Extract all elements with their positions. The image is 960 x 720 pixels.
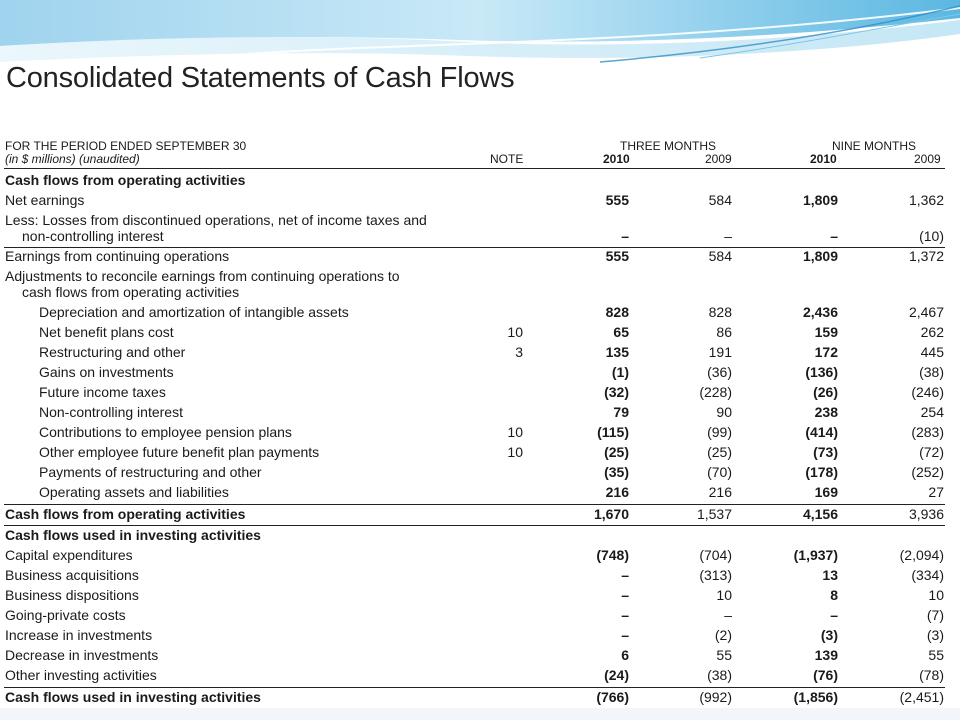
- row-label: Capital expenditures: [5, 547, 133, 563]
- year-2010-three-header: 2010: [603, 152, 630, 166]
- value-3m-2010: (35): [604, 464, 629, 480]
- units-label: (in $ millions) (unaudited): [5, 152, 140, 166]
- value-3m-2010: (766): [596, 689, 629, 705]
- value-3m-2009: (704): [699, 547, 732, 563]
- value-9m-2010: –: [830, 228, 838, 244]
- year-2009-nine-header: 2009: [914, 152, 941, 166]
- row-label: Net earnings: [5, 192, 85, 208]
- table-row: [0, 462, 960, 482]
- decorative-banner: [0, 0, 960, 70]
- value-9m-2009: 55: [928, 647, 944, 663]
- row-label: Earnings from continuing operations: [5, 248, 230, 264]
- table-row: [0, 302, 960, 322]
- value-3m-2009: (38): [707, 667, 732, 683]
- value-3m-2010: (25): [604, 444, 629, 460]
- value-9m-2010: (26): [813, 384, 838, 400]
- row-label: Operating assets and liabilities: [39, 484, 229, 500]
- value-9m-2009: (10): [919, 228, 944, 244]
- value-3m-2009: (2): [714, 627, 732, 643]
- year-2009-three-header: 2009: [705, 152, 732, 166]
- row-label: Gains on investments: [39, 364, 174, 380]
- value-9m-2010: 8: [830, 587, 838, 603]
- year-2010-nine-header: 2010: [810, 152, 837, 166]
- value-9m-2009: (252): [911, 464, 944, 480]
- table-row: [0, 625, 960, 645]
- value-9m-2009: (2,094): [899, 547, 944, 563]
- value-9m-2010: 1,809: [802, 192, 838, 208]
- value-3m-2009: –: [724, 228, 732, 244]
- value-3m-2010: 1,670: [593, 506, 629, 522]
- page-title: Consolidated Statements of Cash Flows: [6, 62, 515, 94]
- table-row: [0, 322, 960, 342]
- table-row: [0, 545, 960, 565]
- row-label: Cash flows from operating activities: [5, 506, 246, 522]
- note-ref: 10: [507, 324, 523, 340]
- value-3m-2010: 555: [605, 192, 629, 208]
- value-9m-2010: 172: [814, 344, 838, 360]
- value-9m-2009: (334): [911, 567, 944, 583]
- value-9m-2010: (3): [820, 627, 838, 643]
- value-3m-2010: 828: [605, 304, 629, 320]
- value-9m-2009: 1,372: [908, 248, 944, 264]
- row-label: Cash flows used in investing activities: [5, 527, 261, 543]
- table-row: [0, 402, 960, 422]
- value-3m-2010: (1): [611, 364, 629, 380]
- value-9m-2009: 2,467: [908, 304, 944, 320]
- value-3m-2009: (228): [699, 384, 732, 400]
- value-3m-2010: –: [621, 228, 629, 244]
- row-label-continued: cash flows from operating activities: [22, 284, 240, 300]
- table-row: [0, 605, 960, 625]
- table-row: [0, 226, 960, 246]
- value-9m-2009: (246): [911, 384, 944, 400]
- value-3m-2009: (36): [707, 364, 732, 380]
- value-9m-2009: (3): [926, 627, 944, 643]
- value-3m-2009: 1,537: [696, 506, 732, 522]
- value-3m-2010: 6: [621, 647, 629, 663]
- value-3m-2009: 10: [716, 587, 732, 603]
- value-3m-2009: 191: [708, 344, 732, 360]
- row-label: Depreciation and amortization of intangible assets: [39, 304, 349, 320]
- value-9m-2009: (38): [919, 364, 944, 380]
- table-row: [0, 645, 960, 665]
- value-9m-2010: 2,436: [802, 304, 838, 320]
- row-label: Payments of restructuring and other: [39, 464, 262, 480]
- table-row: [0, 246, 960, 266]
- value-3m-2010: 65: [613, 324, 629, 340]
- nine-months-header: NINE MONTHS: [832, 139, 916, 153]
- row-label: Non-controlling interest: [39, 404, 183, 420]
- value-9m-2010: (414): [805, 424, 838, 440]
- value-9m-2009: 3,936: [908, 506, 944, 522]
- value-9m-2009: (283): [911, 424, 944, 440]
- value-9m-2009: 27: [928, 484, 944, 500]
- value-9m-2010: (136): [805, 364, 838, 380]
- table-row: [0, 565, 960, 585]
- note-header: NOTE: [490, 152, 524, 166]
- value-9m-2010: (1,937): [793, 547, 838, 563]
- value-3m-2009: (992): [699, 689, 732, 705]
- value-9m-2009: 262: [920, 324, 944, 340]
- value-9m-2009: 10: [928, 587, 944, 603]
- value-3m-2009: 90: [716, 404, 732, 420]
- three-months-header: THREE MONTHS: [620, 139, 716, 153]
- value-3m-2009: (313): [699, 567, 732, 583]
- value-3m-2009: 55: [716, 647, 732, 663]
- value-3m-2010: (115): [597, 424, 629, 440]
- value-3m-2009: (70): [707, 464, 732, 480]
- row-label: Decrease in investments: [5, 647, 159, 663]
- table-row: [0, 362, 960, 382]
- value-3m-2009: 216: [708, 484, 732, 500]
- row-label: Other employee future benefit plan payments: [39, 444, 320, 460]
- value-9m-2009: 445: [920, 344, 944, 360]
- value-3m-2010: 216: [605, 484, 629, 500]
- value-9m-2009: (7): [926, 607, 944, 623]
- table-row: [0, 482, 960, 502]
- value-9m-2010: 13: [822, 567, 838, 583]
- value-3m-2010: –: [621, 607, 629, 623]
- value-3m-2009: (99): [707, 424, 732, 440]
- table-row: [0, 382, 960, 402]
- row-label: Restructuring and other: [39, 344, 186, 360]
- table-row: [0, 442, 960, 462]
- value-3m-2009: (25): [707, 444, 732, 460]
- row-label: Future income taxes: [39, 384, 166, 400]
- value-3m-2009: 86: [716, 324, 732, 340]
- note-ref: 10: [507, 444, 523, 460]
- value-3m-2010: –: [621, 627, 629, 643]
- value-3m-2010: 555: [605, 248, 629, 264]
- table-row: [0, 525, 960, 545]
- value-9m-2010: 1,809: [802, 248, 838, 264]
- row-label: Other investing activities: [5, 667, 157, 683]
- row-label: Less: Losses from discontinued operations, net of income taxes and: [5, 212, 427, 228]
- header-rule: [4, 168, 945, 169]
- row-label: Business acquisitions: [5, 567, 139, 583]
- note-ref: 10: [507, 424, 523, 440]
- value-3m-2010: (748): [596, 547, 629, 563]
- value-9m-2010: –: [830, 607, 838, 623]
- table-row: [0, 282, 960, 302]
- value-3m-2010: (24): [604, 667, 629, 683]
- value-3m-2009: 584: [708, 192, 732, 208]
- value-9m-2010: 4,156: [802, 506, 838, 522]
- row-label: Going-private costs: [5, 607, 126, 623]
- value-9m-2009: (78): [919, 667, 944, 683]
- period-label: FOR THE PERIOD ENDED SEPTEMBER 30: [5, 139, 247, 153]
- row-label: Adjustments to reconcile earnings from continuing operations to: [5, 268, 400, 284]
- value-9m-2010: (1,856): [793, 689, 838, 705]
- table-row: [0, 170, 960, 190]
- row-label: Cash flows used in investing activities: [5, 689, 261, 705]
- table-row: [0, 190, 960, 210]
- value-3m-2010: (32): [604, 384, 629, 400]
- table-row: [0, 585, 960, 605]
- value-3m-2010: –: [621, 567, 629, 583]
- value-3m-2009: 584: [708, 248, 732, 264]
- value-9m-2010: 238: [814, 404, 838, 420]
- row-label: Net benefit plans cost: [39, 324, 174, 340]
- value-9m-2010: 159: [814, 324, 838, 340]
- value-3m-2010: –: [621, 587, 629, 603]
- table-row: [0, 342, 960, 362]
- value-9m-2010: (178): [805, 464, 838, 480]
- value-9m-2010: (76): [813, 667, 838, 683]
- value-3m-2009: –: [724, 607, 732, 623]
- value-9m-2010: 139: [814, 647, 838, 663]
- row-label-continued: non-controlling interest: [22, 228, 164, 244]
- note-ref: 3: [515, 344, 523, 360]
- value-3m-2009: 828: [708, 304, 732, 320]
- value-9m-2010: (73): [813, 444, 838, 460]
- row-label: Cash flows from operating activities: [5, 172, 246, 188]
- value-9m-2009: 1,362: [908, 192, 944, 208]
- table-row: [0, 504, 960, 524]
- value-9m-2010: 169: [814, 484, 838, 500]
- value-3m-2010: 135: [605, 344, 629, 360]
- bottom-shade: [0, 708, 960, 720]
- row-label: Increase in investments: [5, 627, 153, 643]
- value-9m-2009: 254: [920, 404, 944, 420]
- row-label: Contributions to employee pension plans: [39, 424, 292, 440]
- table-row: [0, 422, 960, 442]
- row-label: Business dispositions: [5, 587, 139, 603]
- table-row: [0, 687, 960, 707]
- value-3m-2010: 79: [613, 404, 629, 420]
- table-row: [0, 665, 960, 685]
- value-9m-2009: (72): [919, 444, 944, 460]
- value-9m-2009: (2,451): [899, 689, 944, 705]
